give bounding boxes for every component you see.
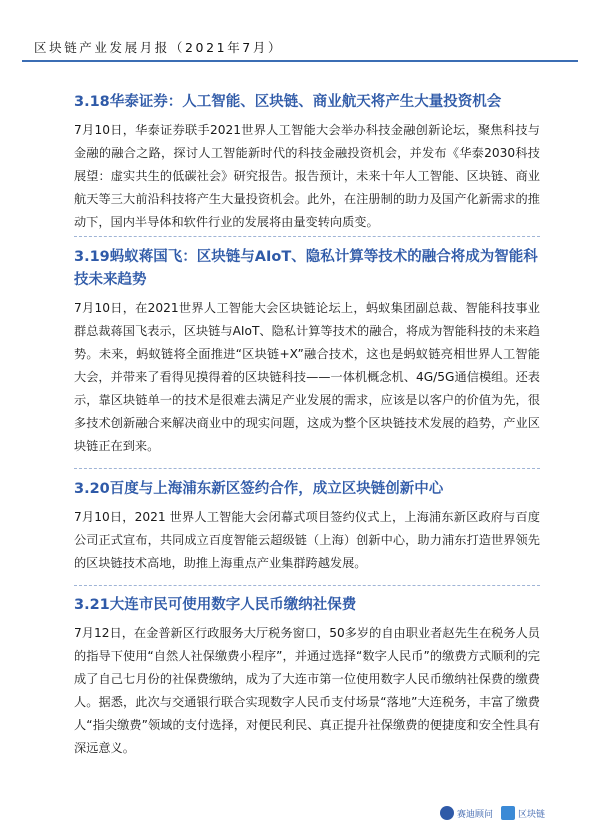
news-section-3-21 (74, 594, 540, 760)
news-section-3-19 (74, 246, 540, 458)
section-title: 3.21大连市民可使用数字人民币缴纳社保费 (74, 597, 357, 613)
section-body: 7月10日，华泰证券联手2021世界人工智能大会举办科技金融创新论坛，聚焦科技与金融的融合之路，探讨人工智能新时代的科技金融投资机会，并发布《华泰2030科技展望：虚实共生的低碳社会》研究报告。报告预计，未来十年人工智能、区块链、商业航天等三大前沿科技将产生大量投资机会。此外，在注册制的助力及国产化新需求的推动下，国内半导体和软件行业的发展将由量变转向质变。 (74, 123, 540, 229)
partner-logo-text: 区块链 (518, 809, 546, 820)
section-body: 7月10日，在2021世界人工智能大会区块链论坛上，蚂蚁集团副总裁、智能科技事业群总裁蒋国飞表示，区块链与AIoT、隐私计算等技术的融合，将成为智能科技的未来趋势。未来，蚂蚁链将全面推进“区块链+X”融合技术，这也是蚂蚁链亮相世界人工智能大会，并带来了看得见摸得着的区块链科技——一体机概念机、4G/5G通信模组。还表示，靠区块链单一的技术是很难去满足产业发展的需求，应该是以客户的价值为先，很多技术创新融合来解决商业中的现实问题，这成为整个区块链技术发展的趋势，产业区块链正在到来。 (74, 301, 540, 453)
footer-logos (440, 806, 545, 820)
section-body: 7月10日，2021 世界人工智能大会闭幕式项目签约仪式上，上海浦东新区政府与百度公司正式宣布，共同成立百度智能云超级链（上海）创新中心，助力浦东打造世界领先的区块链技术高地，助推上海重点产业集群跨越发展。 (74, 510, 540, 570)
publisher-logo-icon (440, 806, 454, 820)
report-header-title: 区块链产业发展月报（2021年7月） (34, 40, 284, 55)
section-title: 3.18华泰证券：人工智能、区块链、商业航天将产生大量投资机会 (74, 94, 502, 110)
section-title: 3.19蚂蚁蒋国飞：区块链与AIoT、隐私计算等技术的融合将成为智能科技未来趋势 (74, 249, 538, 288)
section-divider (74, 585, 540, 586)
section-divider (74, 468, 540, 469)
header-rule (22, 60, 578, 62)
publisher-logo-text: 赛迪顾问 (457, 809, 494, 820)
section-divider (74, 236, 540, 237)
section-title: 3.20百度与上海浦东新区签约合作，成立区块链创新中心 (74, 481, 444, 497)
news-section-3-20 (74, 478, 540, 575)
news-section-3-18 (74, 91, 540, 234)
publisher-logo (440, 806, 493, 820)
partner-logo-icon (501, 806, 515, 820)
section-body: 7月12日，在金普新区行政服务大厅税务窗口，50多岁的自由职业者赵先生在税务人员的指导下使用“自然人社保缴费小程序”，并通过选择“数字人民币”的缴费方式顺利的完成了自己七月份的社保费缴纳，成为了大连市第一位使用数字人民币缴纳社保费的缴费人。据悉，此次与交通银行联合实现数字人民币支付场景“落地”大连税务，丰富了缴费人“指尖缴费”领域的支付选择，对便民利民、真正提升社保缴费的便捷度和安全性具有深远意义。 (74, 626, 540, 755)
partner-logo (501, 806, 545, 820)
